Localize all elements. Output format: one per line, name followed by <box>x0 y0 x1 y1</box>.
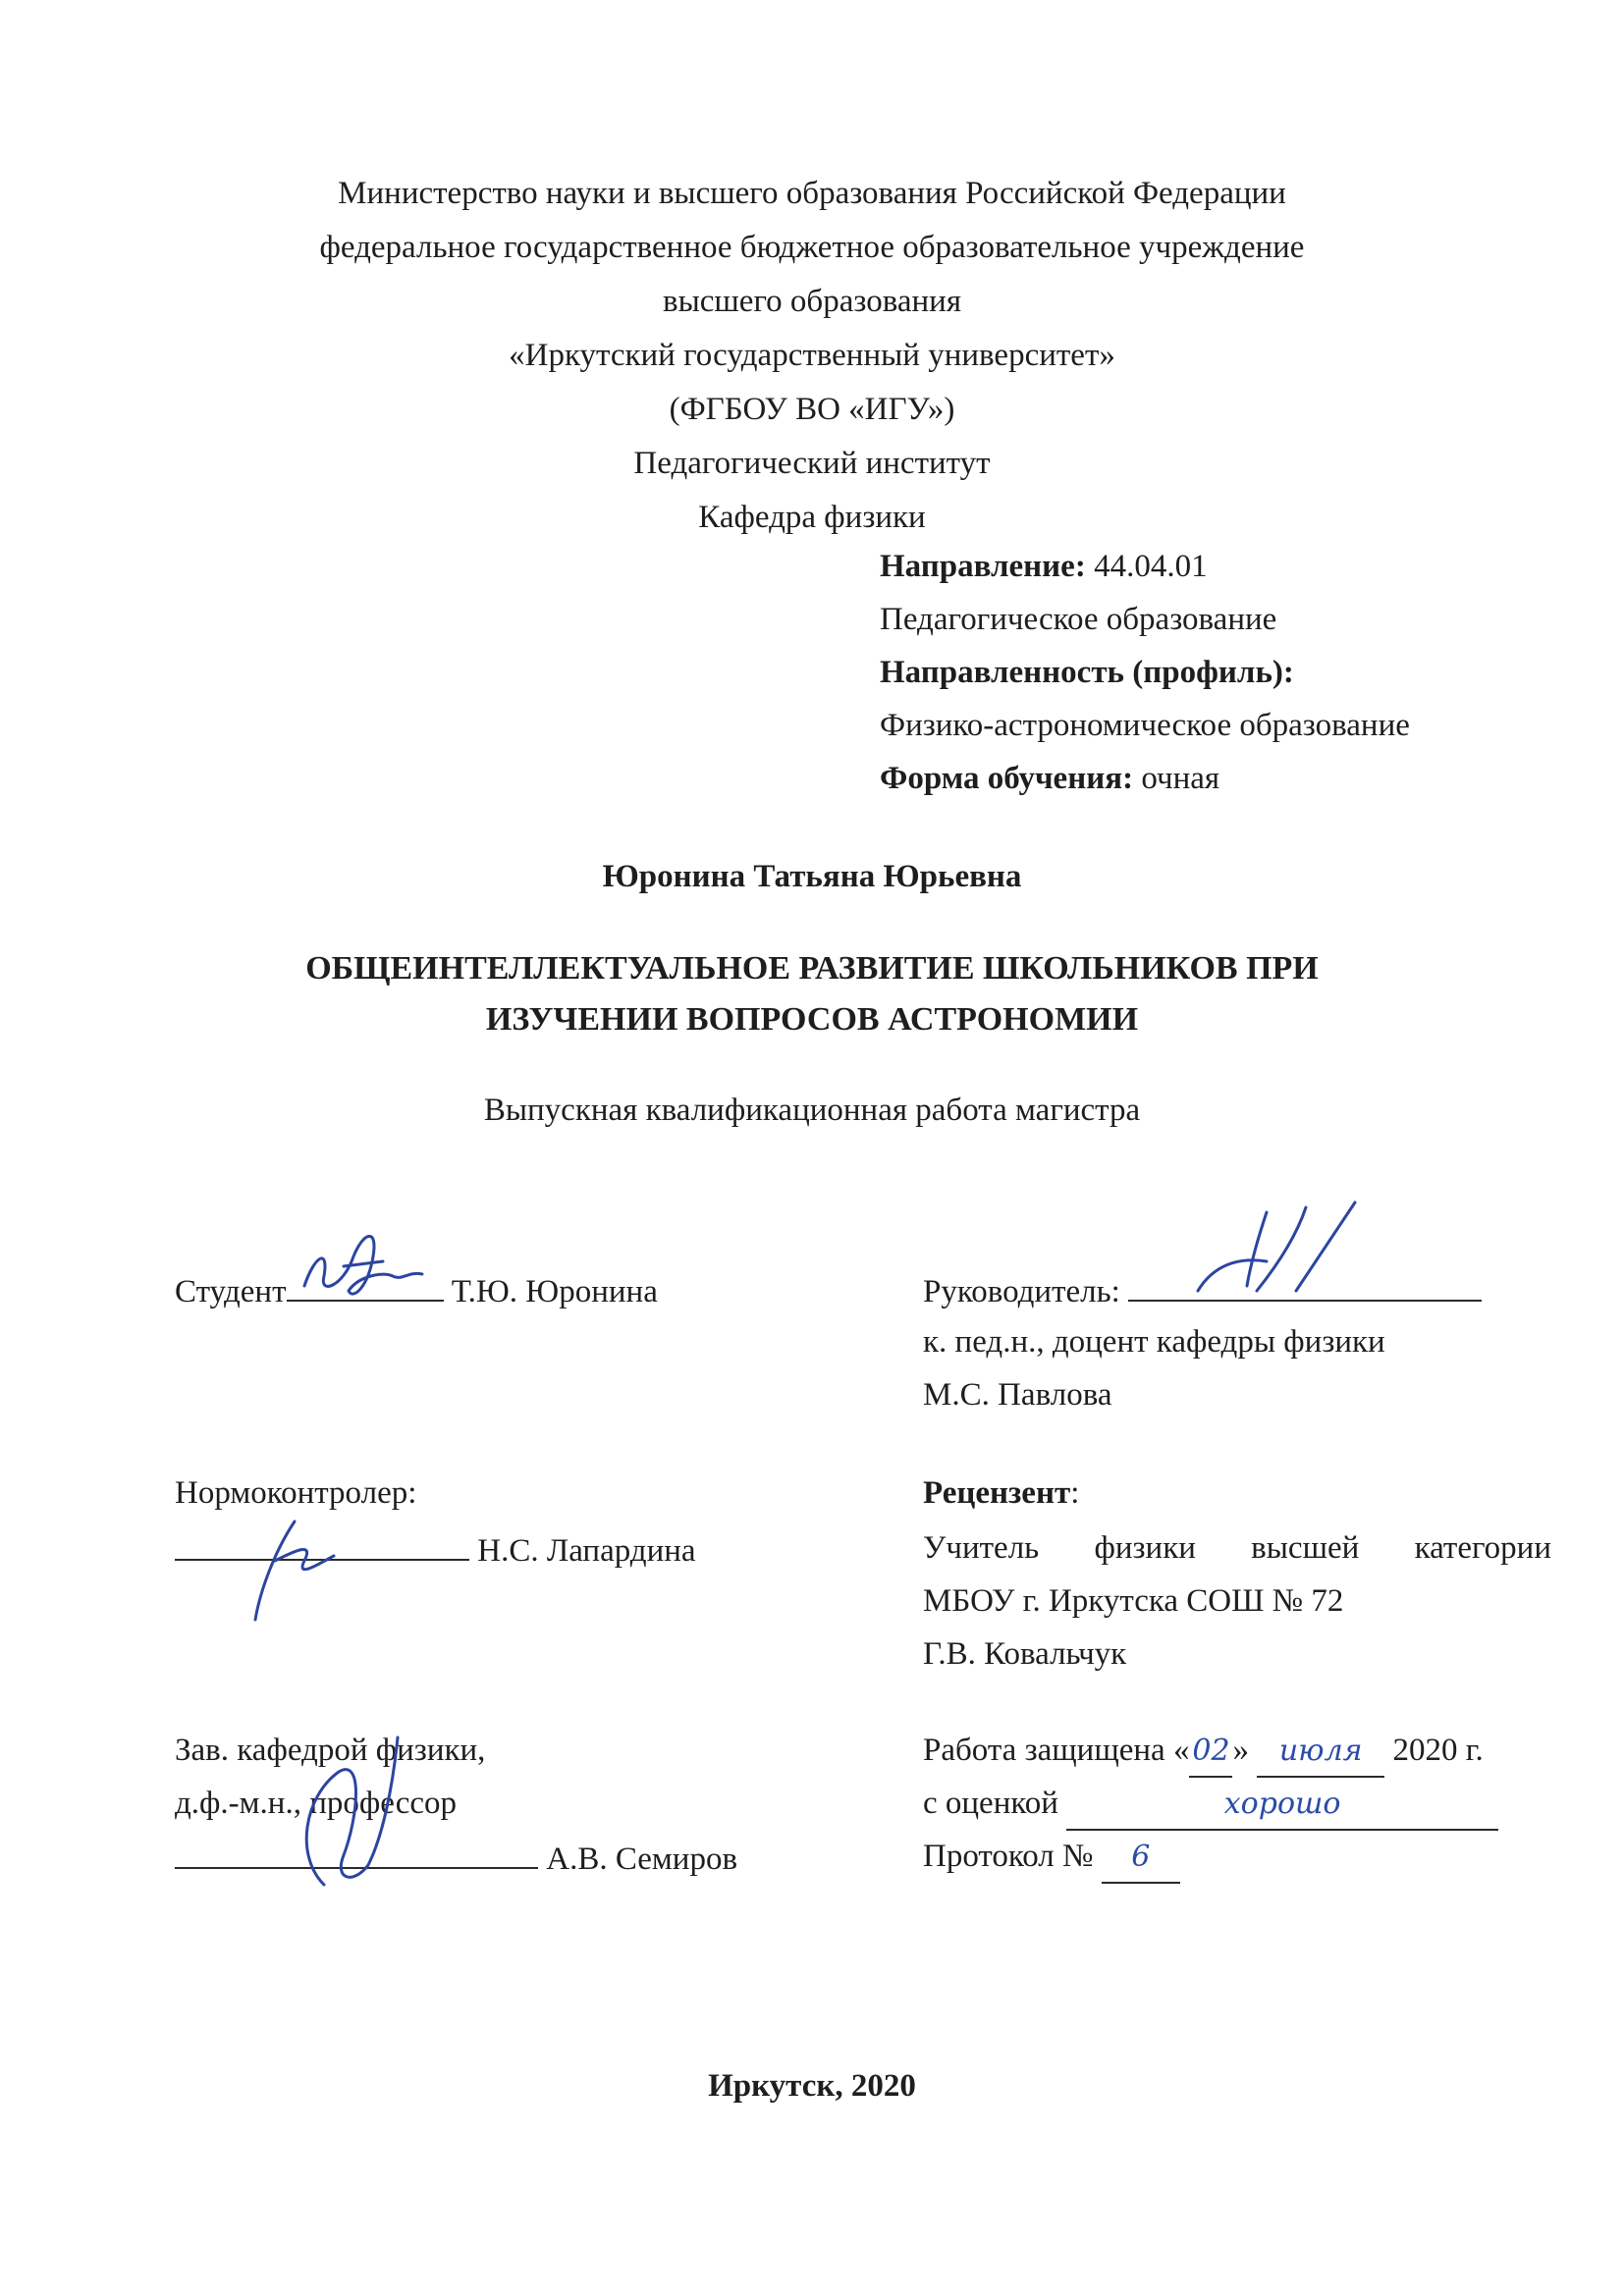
grade-row <box>923 1779 1571 1831</box>
normcontrol-label: Нормоконтролер: <box>175 1475 417 1511</box>
institution-header <box>0 169 1624 547</box>
reviewer-title-2: МБОУ г. Иркутска СОШ № 72 <box>923 1583 1344 1619</box>
form-value: очная <box>1141 761 1220 796</box>
head-row <box>175 1832 803 1884</box>
student-label: Студент <box>175 1274 287 1309</box>
normcontrol-signature <box>236 1502 353 1629</box>
direction-name: Педагогическое образование <box>880 602 1277 637</box>
student-name: Т.Ю. Юронина <box>451 1274 658 1309</box>
thesis-title <box>0 944 1624 1046</box>
university-abbr: (ФГБОУ ВО «ИГУ») <box>669 392 955 427</box>
protocol-row <box>923 1832 1180 1884</box>
protocol-label: Протокол № <box>923 1839 1094 1874</box>
institution-type-line: федеральное государственное бюджетное образовательное учреждение <box>319 230 1305 265</box>
supervisor-label: Руководитель: <box>923 1274 1120 1309</box>
author-name: Юронина Татьяна Юрьевна <box>602 859 1022 894</box>
grade-value: хорошо <box>1066 1780 1498 1831</box>
department-name: Кафедра физики <box>698 500 926 535</box>
form-label: Форма обучения: <box>880 761 1134 796</box>
education-level-line: высшего образования <box>663 284 961 319</box>
university-name: «Иркутский государственный университет» <box>509 338 1115 373</box>
direction-code: 44.04.01 <box>1094 549 1208 584</box>
protocol-number: 6 <box>1102 1833 1180 1884</box>
reviewer-title-1: Учитель физики высшей категории <box>923 1530 1551 1566</box>
head-label-1: Зав. кафедрой физики, <box>175 1733 486 1768</box>
profile-value: Физико-астрономическое образование <box>880 708 1410 743</box>
defense-prefix: Работа защищена « <box>923 1733 1190 1768</box>
reviewer-label: Рецензент <box>923 1475 1071 1511</box>
direction-label: Направление: <box>880 549 1086 584</box>
city-year: Иркутск, 2020 <box>708 2068 916 2104</box>
defense-month: июля <box>1257 1727 1384 1778</box>
head-label-2: д.ф.-м.н., профессор <box>175 1786 458 1821</box>
thesis-title-line-2: ИЗУЧЕНИИ ВОПРОСОВ АСТРОНОМИИ <box>485 1001 1139 1038</box>
program-block <box>880 542 1587 807</box>
institute-name: Педагогический институт <box>633 446 991 481</box>
supervisor-signature <box>1188 1198 1384 1306</box>
head-signature <box>285 1728 422 1895</box>
supervisor-name: М.С. Павлова <box>923 1377 1112 1413</box>
profile-label: Направленность (профиль): <box>880 655 1294 690</box>
work-type: Выпускная квалификационная работа магистра <box>483 1093 1141 1128</box>
reviewer-name: Г.В. Ковальчук <box>923 1636 1127 1672</box>
thesis-title-line-1: ОБЩЕИНТЕЛЛЕКТУАЛЬНОЕ РАЗВИТИЕ ШКОЛЬНИКОВ ПРИ <box>305 950 1319 987</box>
defense-day: 02 <box>1189 1727 1232 1778</box>
head-name: А.В. Семиров <box>546 1842 738 1877</box>
reviewer-label-row <box>923 1468 1079 1518</box>
ministry-line: Министерство науки и высшего образования Российской Федерации <box>338 176 1286 211</box>
defense-row <box>923 1726 1571 1778</box>
supervisor-title: к. пед.н., доцент кафедры физики <box>923 1324 1385 1360</box>
reviewer-colon: : <box>1070 1475 1080 1511</box>
defense-quote-close: » <box>1232 1733 1249 1768</box>
defense-year: 2020 г. <box>1392 1733 1484 1768</box>
student-signature <box>285 1217 481 1315</box>
normcontrol-name: Н.С. Лапардина <box>477 1533 696 1569</box>
grade-label: с оценкой <box>923 1786 1058 1821</box>
